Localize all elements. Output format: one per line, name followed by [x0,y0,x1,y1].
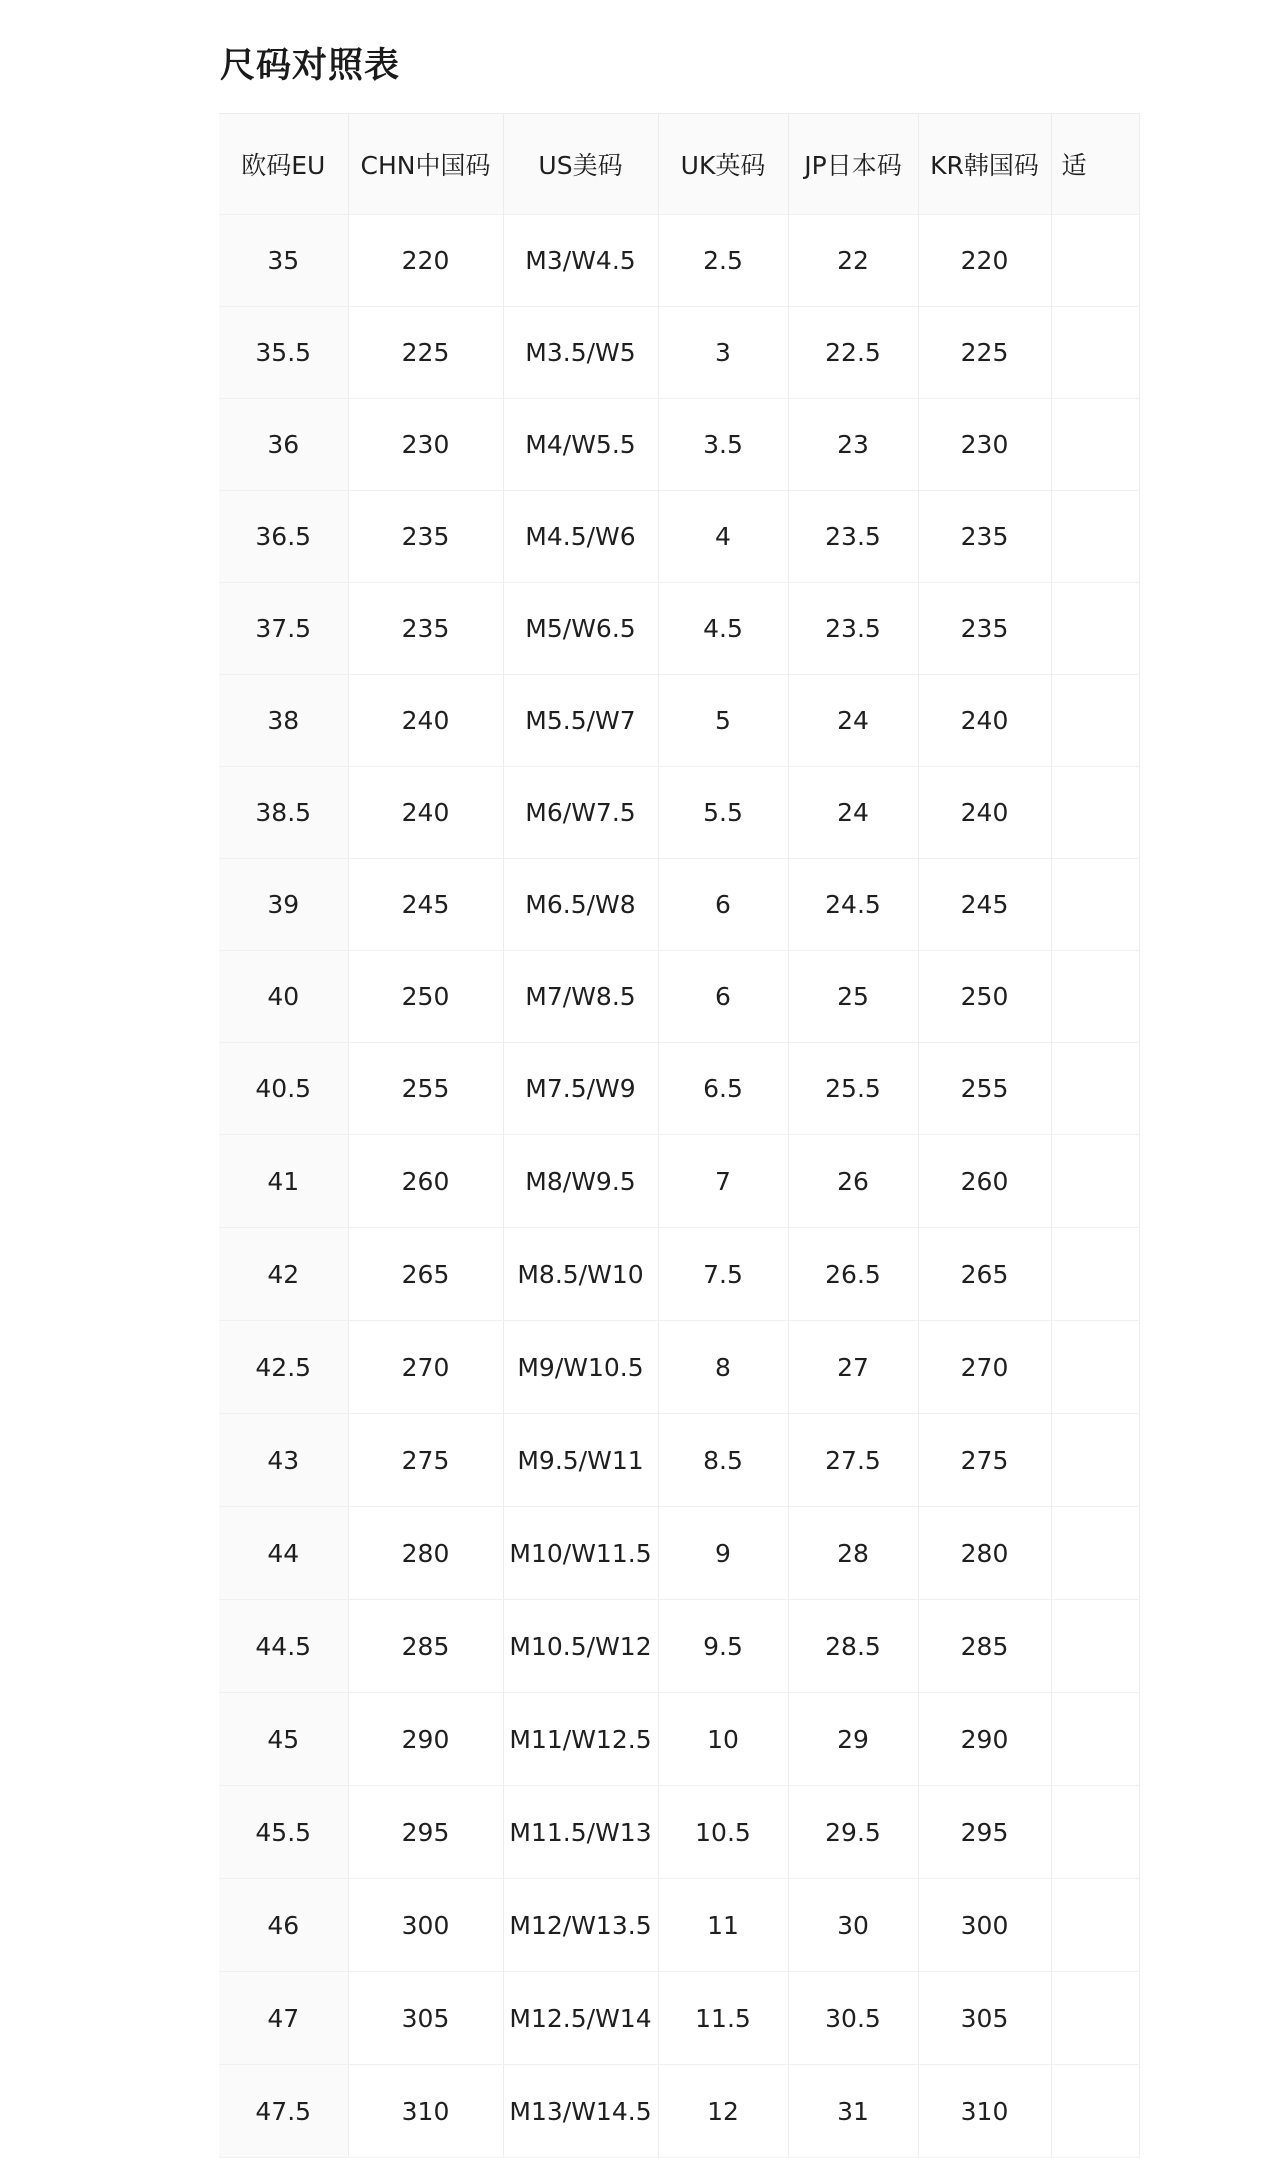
cell-eu: 44.5 [219,1600,348,1693]
cell-jp: 25.5 [788,1043,918,1135]
cell-chn: 260 [348,1135,503,1228]
cell-extra-truncated [1051,583,1139,675]
cell-jp: 24.5 [788,859,918,951]
cell-us: M9/W10.5 [503,1321,658,1414]
cell-uk: 3.5 [658,399,788,491]
cell-chn: 285 [348,1600,503,1693]
cell-kr: 225 [918,307,1051,399]
cell-jp: 23.5 [788,583,918,675]
cell-us: M6/W7.5 [503,767,658,859]
cell-us: M10.5/W12 [503,1600,658,1693]
cell-uk: 2.5 [658,215,788,307]
cell-us: M10/W11.5 [503,1507,658,1600]
cell-kr: 270 [918,1321,1051,1414]
cell-jp: 29.5 [788,1786,918,1879]
cell-us: M4/W5.5 [503,399,658,491]
cell-chn: 245 [348,859,503,951]
cell-kr: 295 [918,1786,1051,1879]
table-row [219,583,1139,675]
cell-us: M7/W8.5 [503,951,658,1043]
cell-eu: 39 [219,859,348,951]
header-kr: KR韩国码 [918,114,1051,215]
cell-chn: 250 [348,951,503,1043]
cell-kr: 280 [918,1507,1051,1600]
cell-jp: 30.5 [788,1972,918,2065]
cell-kr: 230 [918,399,1051,491]
cell-chn: 240 [348,767,503,859]
cell-extra-truncated [1051,399,1139,491]
cell-kr: 290 [918,1693,1051,1786]
cell-kr: 310 [918,2065,1051,2158]
header-extra-truncated: 适 [1051,114,1139,215]
cell-us: M12.5/W14 [503,1972,658,2065]
cell-chn: 275 [348,1414,503,1507]
cell-chn: 265 [348,1228,503,1321]
cell-kr: 250 [918,951,1051,1043]
cell-eu: 36.5 [219,491,348,583]
header-chn: CHN中国码 [348,114,503,215]
table-row [219,1414,1139,1507]
cell-chn: 230 [348,399,503,491]
cell-us: M8/W9.5 [503,1135,658,1228]
table-body [219,215,1139,2158]
cell-kr: 240 [918,767,1051,859]
cell-chn: 240 [348,675,503,767]
cell-extra-truncated [1051,1321,1139,1414]
cell-us: M11/W12.5 [503,1693,658,1786]
table-row [219,2065,1139,2158]
cell-uk: 6.5 [658,1043,788,1135]
cell-extra-truncated [1051,1414,1139,1507]
table-row [219,307,1139,399]
cell-jp: 29 [788,1693,918,1786]
cell-eu: 42.5 [219,1321,348,1414]
cell-us: M3.5/W5 [503,307,658,399]
cell-extra-truncated [1051,1879,1139,1972]
cell-jp: 27.5 [788,1414,918,1507]
cell-uk: 9.5 [658,1600,788,1693]
cell-kr: 255 [918,1043,1051,1135]
cell-eu: 43 [219,1414,348,1507]
table-row [219,1879,1139,1972]
table-row [219,1972,1139,2065]
table-row [219,1693,1139,1786]
cell-eu: 45 [219,1693,348,1786]
cell-extra-truncated [1051,859,1139,951]
cell-extra-truncated [1051,491,1139,583]
table-row [219,1786,1139,1879]
cell-uk: 7 [658,1135,788,1228]
cell-chn: 225 [348,307,503,399]
cell-uk: 9 [658,1507,788,1600]
cell-jp: 28.5 [788,1600,918,1693]
cell-extra-truncated [1051,1507,1139,1600]
cell-uk: 11.5 [658,1972,788,2065]
table-row [219,215,1139,307]
cell-kr: 235 [918,583,1051,675]
table-row [219,491,1139,583]
cell-chn: 305 [348,1972,503,2065]
cell-eu: 45.5 [219,1786,348,1879]
cell-us: M13/W14.5 [503,2065,658,2158]
cell-jp: 27 [788,1321,918,1414]
cell-jp: 23 [788,399,918,491]
cell-us: M7.5/W9 [503,1043,658,1135]
table-row [219,1321,1139,1414]
cell-chn: 300 [348,1879,503,1972]
cell-jp: 30 [788,1879,918,1972]
cell-eu: 47.5 [219,2065,348,2158]
cell-extra-truncated [1051,1786,1139,1879]
cell-eu: 36 [219,399,348,491]
header-jp: JP日本码 [788,114,918,215]
cell-kr: 260 [918,1135,1051,1228]
cell-extra-truncated [1051,1600,1139,1693]
cell-uk: 7.5 [658,1228,788,1321]
cell-us: M6.5/W8 [503,859,658,951]
cell-extra-truncated [1051,1693,1139,1786]
cell-extra-truncated [1051,1972,1139,2065]
cell-chn: 290 [348,1693,503,1786]
cell-eu: 38.5 [219,767,348,859]
header-us: US美码 [503,114,658,215]
cell-eu: 41 [219,1135,348,1228]
cell-uk: 4.5 [658,583,788,675]
cell-us: M9.5/W11 [503,1414,658,1507]
table-row [219,859,1139,951]
cell-extra-truncated [1051,307,1139,399]
table-row [219,951,1139,1043]
size-chart-table-container[interactable] [219,113,1087,2145]
table-row [219,1043,1139,1135]
cell-uk: 8 [658,1321,788,1414]
cell-jp: 23.5 [788,491,918,583]
cell-eu: 35.5 [219,307,348,399]
cell-us: M12/W13.5 [503,1879,658,1972]
cell-uk: 11 [658,1879,788,1972]
cell-kr: 240 [918,675,1051,767]
table-row [219,767,1139,859]
cell-jp: 24 [788,767,918,859]
cell-us: M4.5/W6 [503,491,658,583]
cell-us: M3/W4.5 [503,215,658,307]
cell-extra-truncated [1051,215,1139,307]
cell-extra-truncated [1051,1135,1139,1228]
cell-chn: 235 [348,491,503,583]
size-chart-table [219,113,1140,2158]
cell-chn: 295 [348,1786,503,1879]
header-uk: UK英码 [658,114,788,215]
cell-uk: 10.5 [658,1786,788,1879]
cell-jp: 31 [788,2065,918,2158]
cell-chn: 310 [348,2065,503,2158]
cell-eu: 40 [219,951,348,1043]
cell-extra-truncated [1051,675,1139,767]
cell-extra-truncated [1051,951,1139,1043]
cell-chn: 235 [348,583,503,675]
table-row [219,399,1139,491]
cell-jp: 28 [788,1507,918,1600]
cell-jp: 24 [788,675,918,767]
cell-uk: 8.5 [658,1414,788,1507]
cell-eu: 38 [219,675,348,767]
table-row [219,1600,1139,1693]
cell-kr: 235 [918,491,1051,583]
cell-uk: 12 [658,2065,788,2158]
cell-uk: 5 [658,675,788,767]
cell-us: M5.5/W7 [503,675,658,767]
cell-extra-truncated [1051,767,1139,859]
cell-extra-truncated [1051,2065,1139,2158]
cell-jp: 26 [788,1135,918,1228]
cell-uk: 5.5 [658,767,788,859]
cell-extra-truncated [1051,1228,1139,1321]
cell-chn: 255 [348,1043,503,1135]
header-eu: 欧码EU [219,114,348,215]
cell-uk: 10 [658,1693,788,1786]
cell-eu: 37.5 [219,583,348,675]
cell-us: M11.5/W13 [503,1786,658,1879]
cell-jp: 26.5 [788,1228,918,1321]
cell-chn: 270 [348,1321,503,1414]
cell-eu: 46 [219,1879,348,1972]
cell-uk: 6 [658,859,788,951]
table-row [219,1135,1139,1228]
cell-kr: 300 [918,1879,1051,1972]
cell-kr: 220 [918,215,1051,307]
cell-extra-truncated [1051,1043,1139,1135]
table-row [219,675,1139,767]
cell-us: M8.5/W10 [503,1228,658,1321]
table-row [219,1228,1139,1321]
cell-eu: 42 [219,1228,348,1321]
cell-kr: 285 [918,1600,1051,1693]
cell-jp: 22 [788,215,918,307]
cell-eu: 40.5 [219,1043,348,1135]
cell-kr: 245 [918,859,1051,951]
cell-kr: 305 [918,1972,1051,2065]
cell-uk: 3 [658,307,788,399]
cell-chn: 280 [348,1507,503,1600]
cell-kr: 275 [918,1414,1051,1507]
cell-chn: 220 [348,215,503,307]
cell-uk: 4 [658,491,788,583]
cell-jp: 22.5 [788,307,918,399]
cell-uk: 6 [658,951,788,1043]
cell-jp: 25 [788,951,918,1043]
page-title: 尺码对照表 [220,46,401,86]
cell-eu: 47 [219,1972,348,2065]
table-header-row [219,114,1139,215]
table-row [219,1507,1139,1600]
cell-eu: 35 [219,215,348,307]
cell-kr: 265 [918,1228,1051,1321]
cell-us: M5/W6.5 [503,583,658,675]
cell-eu: 44 [219,1507,348,1600]
